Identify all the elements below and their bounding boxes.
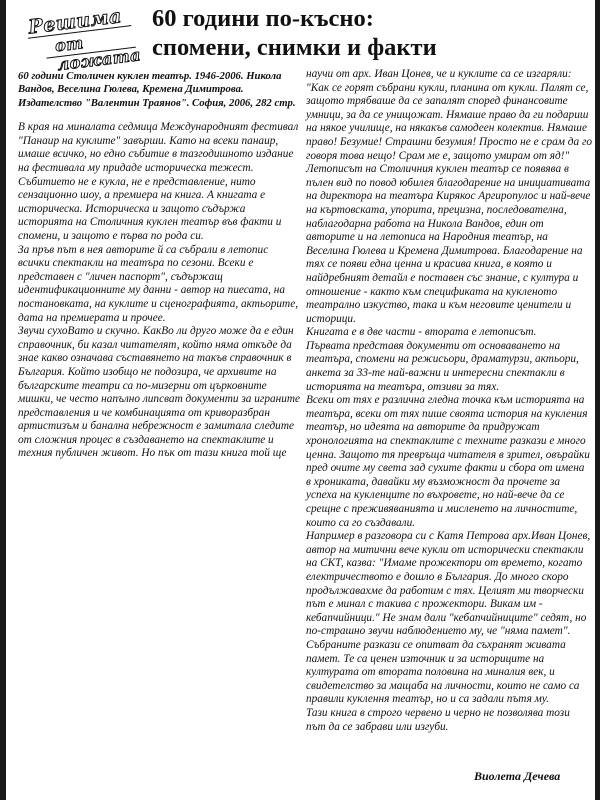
paragraph: Звучи сухоВато и скучно. КакВо ли друго може да е един справочник, би казал читателят, който няма откъде да знае какво означава съставянето на такъв справочник в България. Който изобщо не подозира, че архивите на българските театри са по-мизерни от църковните мишки, че често напълно липсват документи за играните представления и че комбинацията от криворазбран артистизъм и банална небрежност е замитала следите от сложния процес в създаването на спектаклите и техния публичен живот. Но пък от тази книга той ще [18,325,301,460]
paragraph: Например в разговора си с Катя Петрова арх.Иван Цонев, автор на митични вече кукли от исторически спектакли на СКТ, казва: "Имаме прожектори от времето, когато електричеството е дошло в България. До много скоро продължавахме да работим с тях. Целият ми творчески път е минал с такива с прожектори. Викам им - кебапчийници." Не знам дали "кебапчийниците" седят, но по-страшно звучи наблюдението му, че "няма памет". [306,530,591,638]
paragraph: Всеки от тях е различна гледна точка към историята на театъра, всеки от тях пише своята история на кукления театър, но идеята на авторите да придружат хронологията на спектаклите с техните разкази е много ценна. Защото тя превръща читателя в зрител, овърайки пред очите му света зад сухите факти и сбора от имена в хрониката, давайки му възможност да прочете за успеха на кукленците по въхровете, но най-вече да се срещне с преживяванията и мисленето на личностите, които са го създавали. [306,394,590,529]
headline-line-1: 60 години по-късно: [152,5,374,32]
headline-line-2: спомени, снимки и факти [152,34,437,61]
paragraph: Първата представя документи от основаването на театъра, спомени на режисьори, драматурзи, актьори, анкета за 33-те най-важни и интересни спектакли в историята на театъра, отзиви за тях. [306,339,579,393]
paragraph: Тази книга в строго червено и черно не позволява този път да се забрави или изгуби. [306,706,570,733]
article-column-left [18,70,301,461]
logo-line-2: от ложата [53,33,142,75]
paragraph: Летописът на Столичния куклен театър се появява в пълен вид по повод юбилея благодарение на инициативата на директора на театъра Кирякос Аргиропулос и най-вече на къртовската, упорита, прецизна, последователна, наблагодарна работа на Никола Вандов, един от авторите и на летописа на Народния театър, на Веселина Гюлева и Кремена Димитрова. Благодарение на тях се появи една ценна и красива книга, в която и найдребният детайл е поставен със знание, с култура и отношение - както към спецификата на кукленото театрално изкуство, така и към неговите ценители и историци. [306,163,591,325]
article-headline [152,4,592,62]
article-column-right [306,68,592,734]
scan-edge-left [0,0,6,800]
author-signature: Виолета Дечева [474,769,561,783]
logo-line-1: Решима [27,5,124,39]
paragraph: Книгата е в две части - втората е летописът. [306,326,537,339]
paragraph: Събраните разкази се опитват да съхранят живата памет. Те са ценен източник и за историците на културата от втората половина на миналия век, и свидетелство за мащаба на личности, които не само са правили куклення театър, но и са задали пътя му. [306,638,580,706]
book-meta: 60 години Столичен куклен театър. 1946-2006. Никола Вандов, Веселина Гюлева, Кремена Димитрова. Издателство "Валентин Траянов". София, 2006, 282 стр. [18,70,296,109]
column-logo [21,0,145,75]
paragraph: научи от арх. Иван Цонев, че и куклите са се изгаряли: "Как се горят събрани кукли, планина от кукли. Палят се, защото трябваше да се запалят според финансовите умници, за да се унищожат. Нямаше право да ги подариш на някое училище, на някакъв самодеен колектив. Нямаше право! Безумие! Страшни безумия! Просто не е срам да го говоря това нещо! Срам ме е, защото умирам от яд!" [306,68,593,162]
paragraph: В края на миналата седмица Международният фестивал "Панаир на куклите" завърши. Като на всеки панаир, имаше всичко, но едно събитие в тазгодишното издание на фестивала му придаде историческа тежест. Събитието не е кукла, не е представление, нито сензационно шоу, а премиера на книга. А книгата е историческа. Историческа и защото съдържа историята на Столичния куклен театър във факти и спомени, и защото е първа по рода си. [18,121,299,242]
scan-edge-right [595,0,600,800]
paragraph: За пръв път в нея авторите й са събрали в летопис всички спектакли на театъра по сезони. Всеки е представен с "личен паспорт", съдържащ идентификационните му данни - автор на пиесата, на постановката, на куклите и сценографията, актьорите, дата на премиерата и прочее. [18,243,299,324]
